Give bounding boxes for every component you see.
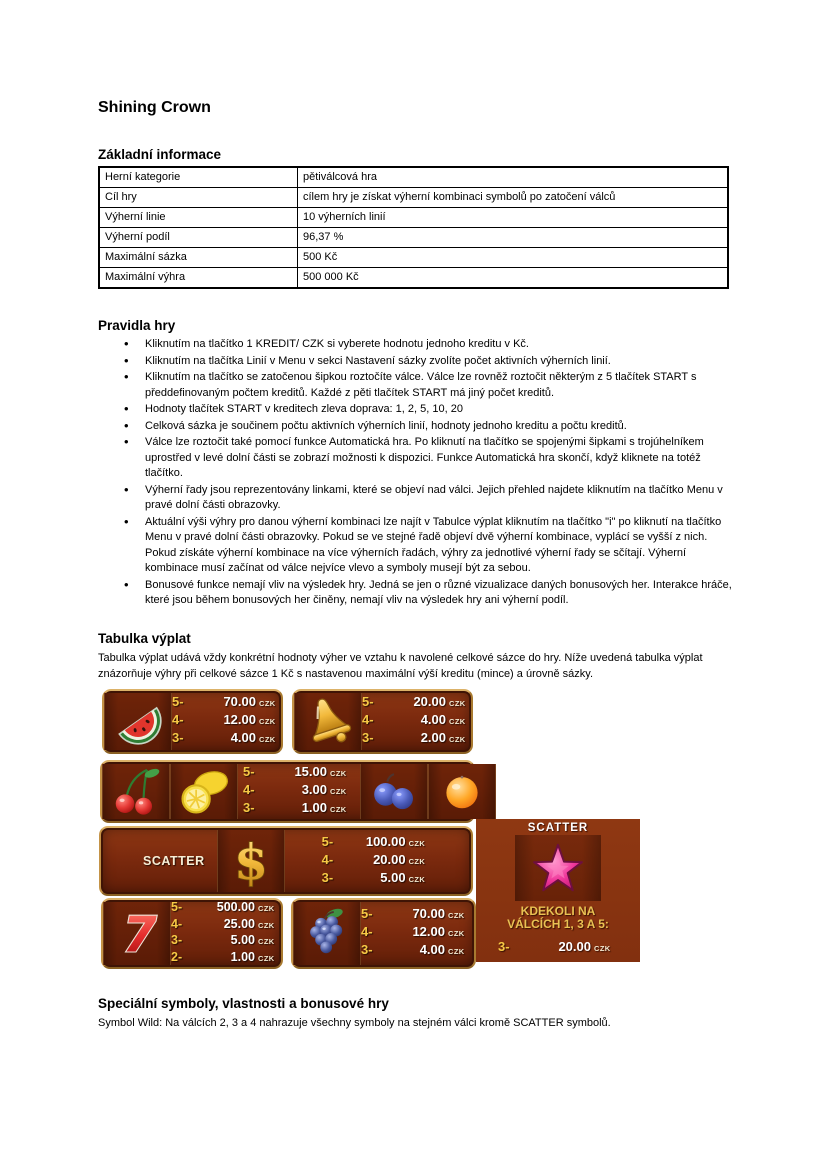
orange-icon [435,764,489,818]
payout-line: 4- 25.00 CZK [171,916,275,931]
star-scatter-title: SCATTER [527,821,589,834]
row-value: cílem hry je získat výherní kombinaci symbolů po zatočení válců [298,188,729,208]
svg-text:$: $ [233,832,268,890]
payout-line: 4- 4.00 CZK [362,712,466,727]
payout-line: 3- 4.00 CZK [361,942,465,957]
reel-cell [103,902,171,965]
section-paytable [98,631,729,970]
reel-cell [217,830,285,892]
paytable-image [98,689,731,970]
section-basic-info [98,147,729,289]
star-icon [527,837,589,899]
payout-line: 5- 70.00 CZK [361,906,465,921]
payout-line: 3- 5.00 CZK [171,933,275,947]
payout-line: 5- 500.00 CZK [171,900,275,914]
payout-line: 3- 20.00 CZK [498,938,611,954]
page-title: Shining Crown [98,99,211,116]
section-rules [98,318,732,609]
list-item: • Celková sázka je součinem počtu aktivních výherních linií, hodnoty jednoho kreditu a počtu kreditů. [123,419,738,435]
payout-line: 5- 20.00 CZK [362,694,466,709]
basic-info-heading: Základní informace [98,147,222,162]
section-special-symbols [98,996,729,1031]
payout-line: 3- 1.00 CZK [243,800,347,815]
payout-line: 4- 12.00 CZK [361,924,465,939]
list-item: • Bonusové funkce nemají vliv na výsledek hry. Jedná se jen o různé vizualizace daných bonusových her. Interakce hráče, které jsou během bonusových her činěny, nemají vliv na výsledek hry ani výherní podíl. [123,578,738,609]
paytable-panel-seven [101,898,283,969]
payout-line: 2- 1.00 CZK [171,949,275,964]
paytable-panel-star-scatter [476,819,640,962]
payout-list [172,694,293,748]
row-label: Cíl hry [99,188,298,208]
table-row [99,248,728,268]
bell-icon [301,694,355,748]
scatter-label: SCATTER [143,853,205,868]
payout-line: 5- 100.00 CZK [321,833,426,849]
star-scatter-note: KDEKOLI NA VÁLCÍCH 1, 3 A 5: [507,903,609,931]
plum-icon [367,764,421,818]
payout-line: 4- 3.00 CZK [243,782,347,797]
reel-cell [170,764,238,819]
row-value: 500 Kč [298,248,729,268]
table-row [99,228,728,248]
special-text: Symbol Wild: Na válcích 2, 3 a 4 nahrazuje všechny symboly na stejném válci kromě SCATTER symbolů. [98,1016,611,1029]
row-value: 96,37 % [298,228,729,248]
svg-text:7: 7 [122,906,157,961]
grapes-icon [300,906,354,960]
list-item: • Hodnoty tlačítek START v kreditech zleva doprava: 1, 2, 5, 10, 20 [123,402,738,418]
payout-line: 5- 15.00 CZK [243,764,347,779]
payout-line: 3- 4.00 CZK [172,730,276,745]
payout-line: 4- 20.00 CZK [321,851,426,867]
row-label: Výherní linie [99,208,298,228]
reel-cell [294,693,362,750]
list-item: • Kliknutím na tlačítko 1 KREDIT/ CZK si vyberete hodnotu jednoho kreditu v Kč. [123,337,738,353]
reel-cell [104,693,172,750]
table-row [99,208,728,228]
reel-cell [515,835,601,901]
paytable-panel-bell [292,689,473,754]
paytable-panel-grapes [291,898,476,969]
list-item: • Kliknutím na tlačítko se zatočenou šipkou roztočíte válce. Válce lze rovněž roztočit některým z 5 tlačítek START s předdefinovaným počtem kreditů. Každé z pěti tlačítek START má jiný počet kreditů. [123,370,738,401]
list-item: • Aktuální výši výhry pro danou výherní kombinaci lze najít v Tabulce výplat kliknutím na tlačítko "i" po kliknutí na tlačítko Menu v pravé dolní části obrazovky. Pokud se ve stejné řadě objeví dvě výherní kombinace, vyplácí se vyšší z nich. Pokud získáte výherní kombinace na více výherních řadách, výhry za jednotlivé výherní řady se sčítají. Výherní kombinace musí začínat od válce nejvíce vlevo a symboly musejí být za sebou. [123,515,738,577]
payout-line: 5- 70.00 CZK [172,694,276,709]
payout-list [238,764,360,818]
table-row [99,268,728,289]
payout-list [171,900,292,966]
list-item: • Výherní řady jsou reprezentovány linkami, které se objeví nad válci. Jejich přehled najdete kliknutím na tlačítko Menu v pravé dolní části obrazovky. [123,483,738,514]
row-value: pětiválcová hra [298,167,729,188]
special-heading: Speciální symboly, vlastnosti a bonusové hry [98,995,389,1011]
payout-list [361,906,482,960]
rules-heading: Pravidla hry [98,318,176,333]
payout-line: 3- 5.00 CZK [321,869,426,885]
payout-list [362,694,483,748]
reel-cell [360,764,428,819]
reel-cell [102,764,170,819]
reel-cell [293,902,361,965]
payout-line: 3- 2.00 CZK [362,730,466,745]
paytable-panel-watermelon [102,689,283,754]
list-item: • Válce lze roztočit také pomocí funkce Automatická hra. Po kliknutí na tlačítko se spojenými šipkami s trojúhelníkem uprostřed v levé dolní části se zobrazí možnosti k dispozici. Funkce Automatická hra skončí, když kliknete na totéž tlačítko. [123,435,738,482]
row-label: Maximální sázka [99,248,298,268]
dollar-icon [222,832,280,890]
watermelon-icon [111,694,165,748]
list-item: • Kliknutím na tlačítka Linií v Menu v sekci Nastavení sázky zvolíte počet aktivních výherních linií. [123,354,738,370]
row-value: 500 000 Kč [298,268,729,289]
table-row [99,167,728,188]
paytable-intro: Tabulka výplat udává vždy konkrétní hodnoty výher ve vztahu k navolené celkové sázce do hry. Níže uvedená tabulka výplat znázorňuje výhry při celkové sázce 1 Kč s nastavenou maximální výší kreditu (mince) a úrovně sázky. [98,651,703,680]
seven-icon [109,905,165,961]
paytable-panel-fruits [100,760,475,823]
cherries-icon [109,764,163,818]
paytable-heading: Tabulka výplat [98,630,191,646]
row-label: Výherní podíl [99,228,298,248]
reel-cell [428,764,496,819]
paytable-panel-dollar-scatter [99,826,473,896]
table-row [99,188,728,208]
row-value: 10 výherních linií [298,208,729,228]
payout-list [285,834,443,888]
row-label: Maximální výhra [99,268,298,289]
rules-list [98,337,738,609]
lemon-icon [176,763,232,819]
basic-info-table [98,166,729,289]
row-label: Herní kategorie [99,167,298,188]
payout-line: 4- 12.00 CZK [172,712,276,727]
